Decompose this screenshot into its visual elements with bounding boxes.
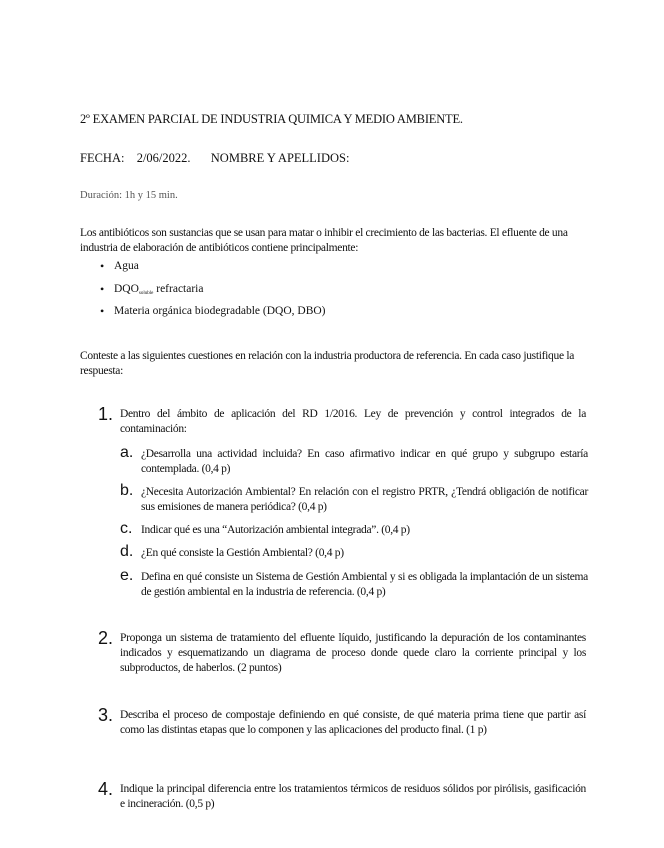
sub-letter: c. [120,520,133,537]
bullet-icon: • [100,281,105,296]
sub-letter: e. [120,567,134,584]
intro-paragraph: Los antibióticos son sustancias que se usan para matar o inhibir el crecimiento de las bacterias. El efluente de una industria de elaboración de antibióticos contiene principalmente: [80,227,568,254]
question-number: 2. [98,628,114,648]
bullet-text: Materia orgánica biodegradable (DQO, DBO) [114,305,326,317]
bullet-text: Agua [114,260,139,272]
question-number: 1. [98,404,114,424]
instructions-paragraph: Conteste a las siguientes cuestiones en relación con la industria productora de referencia. En cada caso justifique la respuesta: [80,350,575,377]
question-text: Dentro del ámbito de aplicación del RD 1/2016. Ley de prevención y control integrados de la contaminación: [120,408,586,435]
sub-letter: d. [120,543,134,560]
exam-title: 2º EXAMEN PARCIAL DE INDUSTRIA QUIMICA Y MEDIO AMBIENTE. [80,112,463,126]
question-text: Proponga un sistema de tratamiento del efluente líquido, justificando la depuración de los contaminantes indicados y esquematizando un diagrama de proceso donde quede claro la corriente principal y los subproductos, de haberlos. (2 puntos) [120,632,586,674]
question-text: Indique la principal diferencia entre los tratamientos térmicos de residuos sólidos por pirólisis, gasificación e incineración. (0,5 p) [120,783,586,810]
exam-duration: Duración: 1h y 15 min. [80,190,178,201]
sub-letter: b. [120,482,134,499]
sub-text: ¿En qué consiste la Gestión Ambiental? (0,4 p) [141,547,344,559]
sub-text: Indicar qué es una “Autorización ambiental integrada”. (0,4 p) [141,524,410,536]
name-label: NOMBRE Y APELLIDOS: [210,151,350,165]
date-label: FECHA: [80,151,125,165]
sub-letter: a. [120,444,134,461]
question-text: Describa el proceso de compostaje definiendo en qué consiste, de qué materia prima tiene que partir así como las distintas etapas que lo componen y las aplicaciones del producto final. (1 p) [120,709,586,736]
question-number: 4. [98,779,114,799]
question-number: 3. [98,705,114,725]
bullet-icon: • [100,259,105,273]
sub-text: Defina en qué consiste un Sistema de Gestión Ambiental y si es obligada la implantación de un sistema de gestión ambiental en la industria de referencia. (0,4 p) [141,571,588,598]
bullet-text: $DQO_{soluble}$ refractaria [114,282,204,296]
sub-text: ¿Necesita Autorización Ambiental? En relación con el registro PRTR, ¿Tendrá obligación de notificar sus emisiones de manera periódica? (0,4 p) [141,486,588,513]
sub-text: ¿Desarrolla una actividad incluida? En caso afirmativo indicar en qué grupo y subgrupo estaría contemplada. (0,4 p) [141,448,588,475]
exam-meta-line [80,151,349,166]
date-value: 2/06/2022. [136,151,191,165]
bullet-icon: • [100,304,105,318]
